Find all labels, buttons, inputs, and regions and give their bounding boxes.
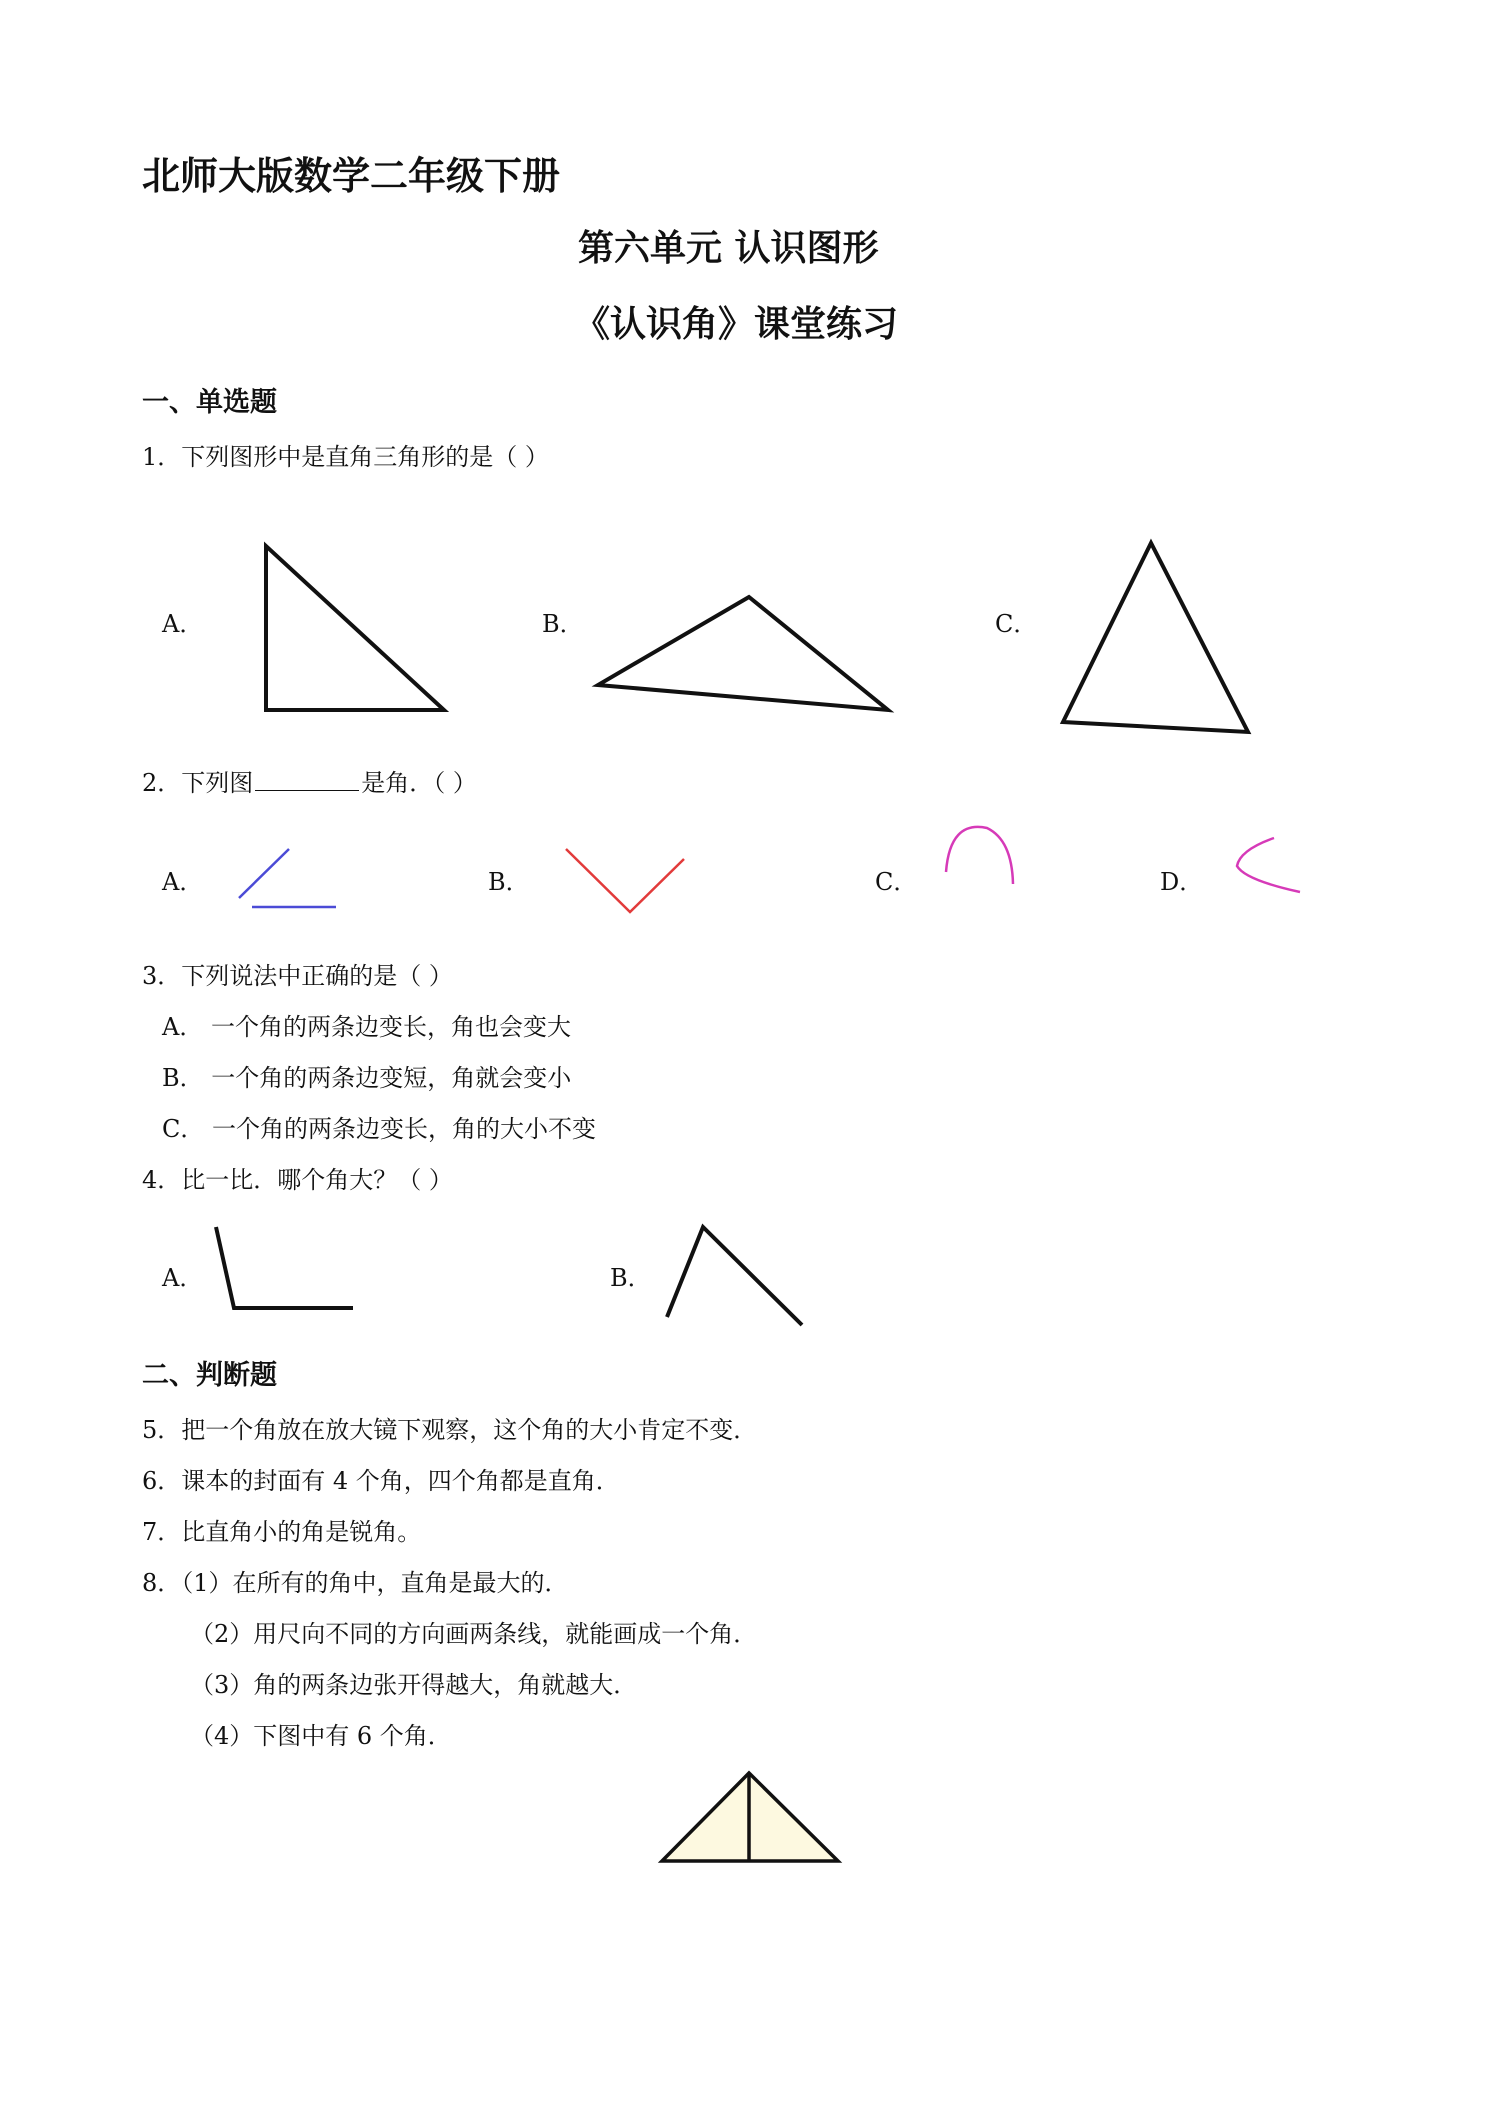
section-single-choice: 一、单选题 — [142, 387, 277, 418]
q3-option-a: A． 一个角的两条边变长，角也会变大 — [162, 1013, 571, 1041]
book-title: 北师大版数学二年级下册 — [142, 154, 561, 198]
question-1: 1．下列图形中是直角三角形的是（ ） — [142, 443, 549, 471]
question-8-item-2: （2）用尺向不同的方向画两条线，就能画成一个角． — [190, 1620, 758, 1648]
q3-option-c: C． 一个角的两条边变长，角的大小不变 — [162, 1115, 596, 1143]
question-2-suffix: 是角．（ ） — [361, 769, 477, 797]
question-2 — [142, 763, 477, 798]
lesson-title: 《认识角》课堂练习 — [574, 304, 899, 345]
question-6: 6．课本的封面有 4 个角，四个角都是直角． — [142, 1467, 620, 1495]
q3-option-b: B． 一个角的两条边变短，角就会变小 — [162, 1064, 572, 1092]
q4-option-a-label: A． — [162, 1264, 204, 1292]
question-5: 5．把一个角放在放大镜下观察，这个角的大小肯定不变． — [142, 1416, 758, 1444]
q1-option-c-label: C． — [995, 610, 1038, 638]
q2-option-c-label: C． — [875, 868, 918, 896]
q8-triangle-figure — [0, 0, 1, 1]
q1-option-b-label: B． — [542, 610, 584, 638]
unit-title: 第六单元 认识图形 — [578, 228, 879, 269]
answer-blank — [255, 768, 359, 791]
q4-option-b-label: B． — [610, 1264, 652, 1292]
question-7: 7．比直角小的角是锐角。 — [142, 1518, 422, 1546]
q2-option-d-label: D． — [1160, 868, 1204, 896]
q2-option-a-label: A． — [162, 868, 204, 896]
q1-option-a-label: A． — [162, 610, 204, 638]
q2-option-b-label: B． — [488, 868, 530, 896]
question-8: 8．（1）在所有的角中，直角是最大的． — [142, 1569, 569, 1597]
section-judgment: 二、判断题 — [142, 1360, 277, 1391]
question-2-prefix: 2．下列图 — [142, 769, 254, 797]
question-8-item-3: （3）角的两条边张开得越大，角就越大． — [190, 1671, 638, 1699]
question-3: 3．下列说法中正确的是（ ） — [142, 962, 453, 990]
question-8-item-4: （4）下图中有 6 个角． — [190, 1722, 452, 1750]
question-4: 4．比一比．哪个角大？（ ） — [142, 1166, 453, 1194]
